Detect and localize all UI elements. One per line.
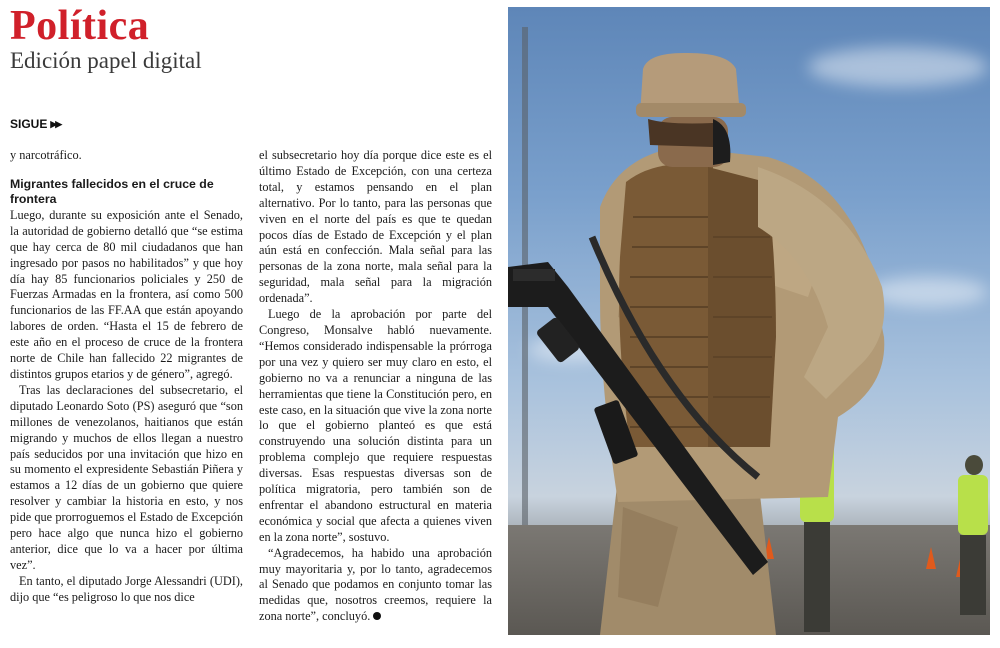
end-of-article-icon bbox=[373, 612, 381, 620]
continue-label: SIGUE bbox=[10, 117, 48, 131]
article-paragraph: Tras las declaraciones del subsecretario, el diputado Leonardo Soto (PS) aseguró que “son millones de venezolanos, haitianos que están migrando y muchos de ellos llegan a nuestro país seducidos por una invitación que hizo en su momento el expresidente Sebastián Piñera y estamos a 12 días de un gobierno que quiere resolver y cambiar la historia en esto, y nos pide que prorroguemos el Estado de Excepción pero hace algo que nunca hizo el gobierno anterior, dice que lo va a hacer por última vez”. bbox=[10, 382, 243, 572]
article-column-2 bbox=[259, 148, 492, 625]
article-paragraph: En tanto, el diputado Jorge Alessandri (UDI), dijo que “es peligroso lo que nos dice bbox=[10, 573, 243, 604]
article-paragraph: Luego de la aprobación por parte del Congreso, Monsalve habló nuevamente. “Hemos considerado indispensable la prórroga por una vez y quiero ser muy claro en esto, el gobierno no va a renunciar a ninguna de las herramientas que tiene la Constitución pero, en este caso, en la situación que vive la zona norte lo que el gobierno planteó es que está construyendo una solución distinta para un problema complejo que requiere respuestas diversas. Esas respuestas diversas son de política migratoria, pero también son de enfrentar el abandono estructural en materia económica y social que afecta a quienes viven en la zona norte”, sostuvo. bbox=[259, 307, 492, 544]
article-lead: y narcotráfico. bbox=[10, 148, 82, 162]
continue-marker bbox=[10, 117, 60, 131]
closing-paragraph-text: “Agradecemos, ha habido una aprobación muy mayoritaria y, por lo tanto, agradecemos al Senado que podamos en conjunto tomar las medidas que, nosotros creemos, requiere la zona norte”, concluyó. bbox=[259, 545, 492, 624]
soldier-photo bbox=[508, 7, 990, 635]
double-arrow-icon: ▶▶ bbox=[50, 118, 61, 129]
soldier-illustration bbox=[508, 7, 990, 635]
article-paragraph: el subsecretario hoy día porque dice este es el último Estado de Excepción, con una certeza total, y estamos pensando en el plan alternativo. Por lo tanto, para las personas que viven en el norte del país es que te quedan pocos días de Estado de Excepción y el plan aún está en confección. Mala señal para las personas de la zona norte, mala señal para la seguridad, mala señal para la migración ordenada”. bbox=[259, 148, 492, 306]
background-officer bbox=[958, 455, 988, 615]
edition-subtitle: Edición papel digital bbox=[10, 48, 202, 73]
article-column-1 bbox=[10, 148, 243, 606]
article-paragraph: Luego, durante su exposición ante el Senado, la autoridad de gobierno detalló que “se estima que hay cerca de 80 mil ciudadanos que han ingresado por pasos no habilitados” y que hoy día hay 85 funcionarios policiales y 250 de Fuerzas Armadas en la frontera, así como 500 funcionarios de las FF.AA que están apoyando labores de orden. “Hasta el 15 de febrero de este año en el proceso de cruce de la frontera norte de Chile han fallecido 22 migrantes de distintos grupos etarios y de género”, agregó. bbox=[10, 207, 243, 381]
article-paragraph bbox=[259, 546, 492, 626]
article-subhead: Migrantes fallecidos en el cruce de frontera bbox=[10, 176, 214, 206]
section-title: Política bbox=[10, 3, 150, 49]
